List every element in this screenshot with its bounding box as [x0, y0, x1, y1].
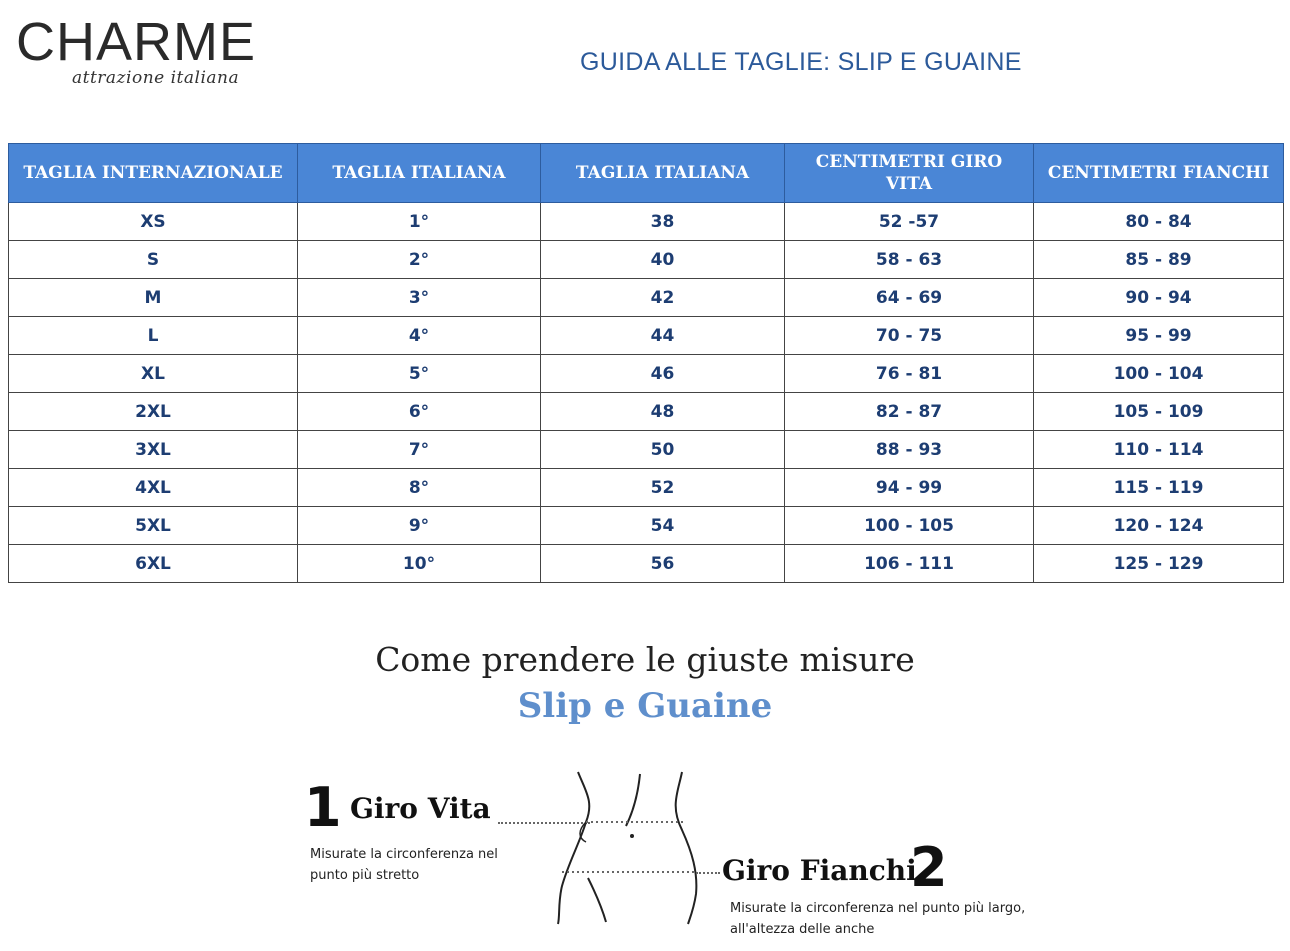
hips-desc-line-1: Misurate la circonferenza nel punto più largo, [730, 901, 1026, 916]
cell-int-size: XL [9, 355, 298, 393]
hips-dotted-line [696, 872, 720, 874]
cell-waist: 94 - 99 [785, 469, 1034, 507]
header-giro-vita: CENTIMETRI GIRO VITA [785, 144, 1034, 203]
table-row [9, 431, 1284, 469]
howto-title: Come prendere le giuste misure [375, 640, 915, 679]
cell-hips: 115 - 119 [1034, 469, 1284, 507]
hips-description [730, 898, 1025, 940]
cell-int-size: M [9, 279, 298, 317]
cell-it-ordinal: 3° [298, 279, 541, 317]
waist-desc-line-2: punto più stretto [310, 868, 420, 883]
cell-hips: 80 - 84 [1034, 203, 1284, 241]
table-row [9, 469, 1284, 507]
cell-waist: 106 - 111 [785, 545, 1034, 583]
cell-it-size: 50 [541, 431, 785, 469]
header-taglia-italiana: TAGLIA ITALIANA [541, 144, 785, 203]
hips-label: Giro Fianchi [722, 854, 917, 887]
cell-int-size: XS [9, 203, 298, 241]
cell-it-ordinal: 10° [298, 545, 541, 583]
cell-it-ordinal: 2° [298, 241, 541, 279]
cell-hips: 95 - 99 [1034, 317, 1284, 355]
cell-it-size: 48 [541, 393, 785, 431]
cell-it-size: 44 [541, 317, 785, 355]
cell-hips: 110 - 114 [1034, 431, 1284, 469]
header-taglia-internazionale: TAGLIA INTERNAZIONALE [9, 144, 298, 203]
cell-it-ordinal: 1° [298, 203, 541, 241]
table-row [9, 203, 1284, 241]
cell-it-ordinal: 5° [298, 355, 541, 393]
cell-hips: 120 - 124 [1034, 507, 1284, 545]
cell-hips: 85 - 89 [1034, 241, 1284, 279]
cell-it-size: 38 [541, 203, 785, 241]
cell-it-size: 56 [541, 545, 785, 583]
brand-tagline: attrazione italiana [72, 68, 240, 88]
cell-int-size: 6XL [9, 545, 298, 583]
cell-it-ordinal: 9° [298, 507, 541, 545]
cell-waist: 70 - 75 [785, 317, 1034, 355]
cell-hips: 105 - 109 [1034, 393, 1284, 431]
table-row [9, 317, 1284, 355]
hips-number: 2 [910, 836, 948, 899]
page-title: GUIDA ALLE TAGLIE: SLIP E GUAINE [580, 48, 1022, 76]
header-taglia-italiana-numero: TAGLIA ITALIANA [298, 144, 541, 203]
cell-it-size: 52 [541, 469, 785, 507]
cell-it-size: 40 [541, 241, 785, 279]
waist-label: Giro Vita [350, 792, 491, 825]
cell-int-size: 3XL [9, 431, 298, 469]
cell-int-size: 4XL [9, 469, 298, 507]
cell-hips: 125 - 129 [1034, 545, 1284, 583]
cell-hips: 100 - 104 [1034, 355, 1284, 393]
cell-waist: 52 -57 [785, 203, 1034, 241]
header-fianchi: CENTIMETRI FIANCHI [1034, 144, 1284, 203]
cell-hips: 90 - 94 [1034, 279, 1284, 317]
table-row [9, 279, 1284, 317]
cell-it-ordinal: 4° [298, 317, 541, 355]
cell-waist: 100 - 105 [785, 507, 1034, 545]
table-row [9, 355, 1284, 393]
cell-waist: 82 - 87 [785, 393, 1034, 431]
table-row [9, 545, 1284, 583]
table-row [9, 393, 1284, 431]
cell-it-size: 42 [541, 279, 785, 317]
cell-int-size: S [9, 241, 298, 279]
waist-number: 1 [304, 776, 342, 839]
cell-waist: 76 - 81 [785, 355, 1034, 393]
waist-description [310, 844, 498, 886]
brand-logo [16, 14, 326, 94]
size-table [8, 143, 1284, 583]
cell-it-ordinal: 7° [298, 431, 541, 469]
howto-subtitle: Slip e Guaine [517, 686, 773, 726]
cell-it-size: 54 [541, 507, 785, 545]
table-header-row [9, 144, 1284, 203]
brand-name: CHARME [16, 12, 257, 72]
cell-it-ordinal: 8° [298, 469, 541, 507]
body-silhouette-icon [548, 768, 718, 928]
cell-waist: 88 - 93 [785, 431, 1034, 469]
cell-waist: 58 - 63 [785, 241, 1034, 279]
cell-int-size: 2XL [9, 393, 298, 431]
table-row [9, 507, 1284, 545]
table-row [9, 241, 1284, 279]
cell-it-size: 46 [541, 355, 785, 393]
cell-int-size: L [9, 317, 298, 355]
hips-desc-line-2: all'altezza delle anche [730, 922, 875, 937]
cell-int-size: 5XL [9, 507, 298, 545]
cell-it-ordinal: 6° [298, 393, 541, 431]
cell-waist: 64 - 69 [785, 279, 1034, 317]
waist-desc-line-1: Misurate la circonferenza nel [310, 847, 498, 862]
